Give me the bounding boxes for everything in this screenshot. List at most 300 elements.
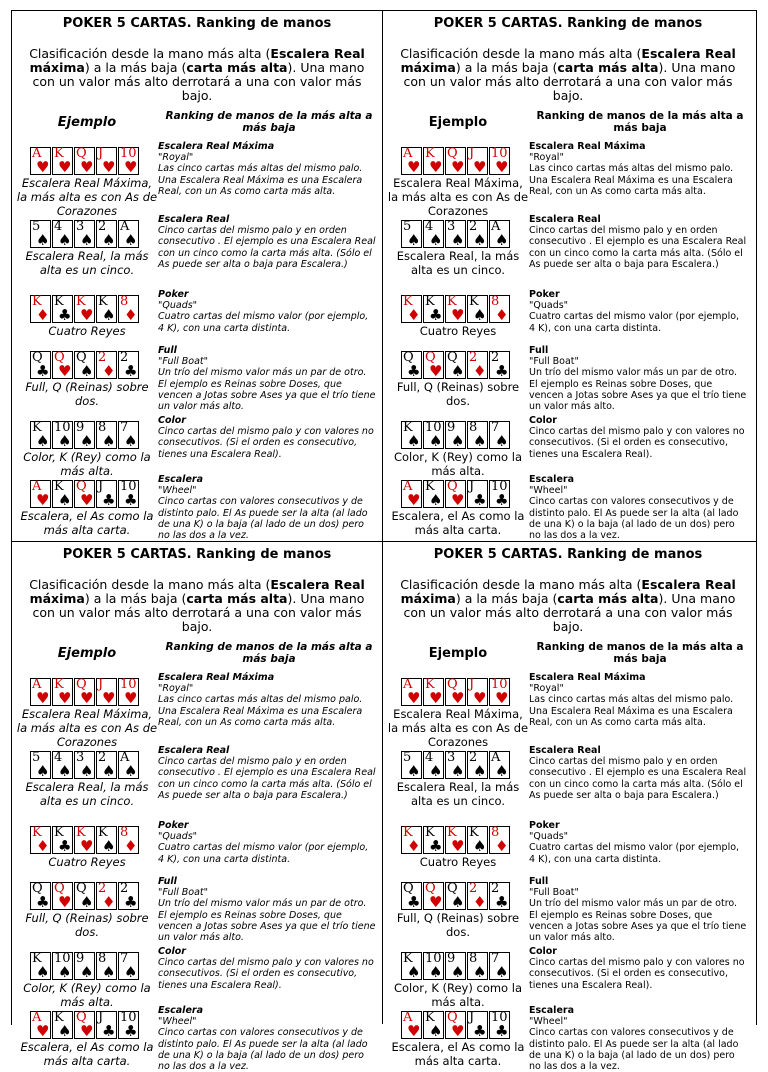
intro-bold-lowest: carta más alta: [186, 60, 288, 75]
card-group: [401, 351, 510, 379]
card-suit-icon: ♦: [495, 306, 509, 324]
card-rank: K: [76, 294, 86, 309]
playing-card: [445, 351, 466, 379]
ranking-column-header: Ranking de manos de la más alta a más baja: [536, 110, 744, 134]
card-suit-icon: ♥: [451, 158, 465, 176]
intro-part: ). Una mano con un valor más alto derrotará a una con valor más bajo.: [32, 60, 365, 103]
playing-card: [489, 1011, 510, 1039]
card-suit-icon: ♠: [495, 231, 509, 249]
card-suit-icon: ♠: [58, 491, 72, 509]
hand-name: Escalera Real: [529, 745, 601, 756]
card-rank: 8: [469, 420, 478, 435]
playing-card: [401, 678, 422, 706]
card-suit-icon: ♣: [102, 491, 116, 509]
card-rank: 8: [491, 294, 500, 309]
card-rank: Q: [32, 350, 43, 365]
card-rank: 9: [447, 420, 456, 435]
hand-name: Poker: [158, 820, 189, 831]
hand-explanation: Cinco cartas del mismo palo y en orden consecutivo . El ejemplo es una Escalera Real con un cinco como la carta más alta. (Sólo el As puede ser alta o baja para Escalera.): [158, 756, 376, 801]
card-suit-icon: ♠: [473, 762, 487, 780]
card-rank: Q: [447, 350, 458, 365]
playing-card: [118, 480, 139, 508]
hand-nickname: "Royal": [529, 683, 564, 695]
card-group: [401, 678, 510, 706]
hand-name: Escalera: [529, 474, 574, 485]
card-rank: K: [403, 951, 413, 966]
playing-card: [467, 678, 488, 706]
playing-card: [30, 678, 51, 706]
hand-nickname: "Royal": [158, 683, 194, 695]
card-suit-icon: ♥: [80, 491, 94, 509]
card-rank: 10: [425, 951, 442, 966]
playing-card: [401, 826, 422, 854]
hand-description-block: [529, 745, 747, 801]
intro-part: ). Una mano con un valor más alto derrotará a una con valor más bajo.: [403, 60, 736, 103]
hand-nickname: "Royal": [158, 152, 194, 164]
card-group: [30, 751, 139, 779]
hand-example-caption: Escalera, el As como la más alta carta.: [20, 1040, 154, 1068]
hand-explanation: Cuatro cartas del mismo valor (por ejemplo, 4 K), con una carta distinta.: [529, 311, 740, 334]
card-suit-icon: ♠: [451, 432, 465, 450]
hand-name: Escalera Real Máxima: [529, 672, 646, 683]
playing-card: [96, 952, 117, 980]
example-column-header: Ejemplo: [57, 646, 117, 661]
intro-part: Clasificación desde la mano más alta (: [400, 577, 642, 592]
card-suit-icon: ♣: [495, 491, 509, 509]
intro-bold-lowest: carta más alta: [557, 60, 659, 75]
playing-card: [96, 421, 117, 449]
card-rank: Q: [76, 1010, 87, 1025]
card-rank: J: [469, 146, 475, 161]
card-suit-icon: ♦: [102, 362, 116, 380]
card-rank: J: [469, 677, 475, 692]
playing-card: [467, 351, 488, 379]
card-rank: 8: [120, 294, 129, 309]
card-rank: A: [403, 146, 413, 161]
hand-explanation: Cuatro cartas del mismo valor (por ejemplo, 4 K), con una carta distinta.: [529, 842, 740, 865]
hand-example-caption: Escalera Real, la más alta es un cinco.: [25, 780, 149, 808]
playing-card: [489, 678, 510, 706]
playing-card: [467, 751, 488, 779]
card-suit-icon: ♠: [36, 762, 50, 780]
intro-part: ) a la más baja (: [455, 591, 558, 606]
card-rank: K: [98, 825, 108, 840]
card-suit-icon: ♥: [451, 306, 465, 324]
card-rank: 3: [447, 750, 456, 765]
card-suit-icon: ♣: [495, 893, 509, 911]
hand-explanation: Cuatro cartas del mismo valor (por ejemplo, 4 K), con una carta distinta.: [158, 842, 369, 865]
card-suit-icon: ♠: [473, 963, 487, 981]
playing-card: [74, 295, 95, 323]
card-rank: K: [425, 479, 435, 494]
card-suit-icon: ♥: [102, 689, 116, 707]
card-suit-icon: ♠: [473, 231, 487, 249]
card-suit-icon: ♣: [473, 1022, 487, 1040]
card-rank: 10: [54, 951, 71, 966]
hand-explanation: Un trío del mismo valor más un par de otro. El ejemplo es Reinas sobre Doses, que vencen a Jotas sobre Ases ya que el trío tiene un valor más alto.: [529, 367, 747, 413]
hand-nickname: "Full Boat": [529, 887, 579, 899]
card-suit-icon: ♣: [58, 837, 72, 855]
card-rank: Q: [32, 881, 43, 896]
card-rank: 2: [98, 750, 107, 765]
card-suit-icon: ♠: [102, 432, 116, 450]
card-suit-icon: ♦: [473, 362, 487, 380]
card-suit-icon: ♥: [473, 158, 487, 176]
playing-card: [489, 220, 510, 248]
card-suit-icon: ♣: [407, 893, 421, 911]
hand-description-block: [158, 289, 376, 334]
hand-name: Escalera Real: [158, 214, 230, 225]
card-group: [401, 147, 510, 175]
hand-description-block: [529, 345, 747, 412]
card-suit-icon: ♣: [495, 1022, 509, 1040]
hand-description-block: [158, 345, 376, 412]
card-suit-icon: ♥: [80, 1022, 94, 1040]
hand-explanation: Cinco cartas con valores consecutivos y de distinto palo. El As puede ser la alta (al lado de una K) o la baja (al lado de un dos) pero no las dos a la vez.: [158, 496, 368, 541]
card-suit-icon: ♠: [451, 762, 465, 780]
playing-card: [423, 678, 444, 706]
ranking-card-2: [383, 11, 753, 541]
hand-description-block: [529, 214, 747, 270]
card-rank: K: [76, 825, 86, 840]
card-rank: 4: [54, 750, 63, 765]
card-suit-icon: ♣: [58, 306, 72, 324]
hand-example-caption: Cuatro Reyes: [48, 855, 126, 869]
card-group: [30, 952, 139, 980]
card-rank: Q: [76, 881, 87, 896]
card-suit-icon: ♥: [36, 491, 50, 509]
card-suit-icon: ♣: [124, 362, 138, 380]
intro-text: [24, 47, 370, 103]
playing-card: [445, 882, 466, 910]
card-suit-icon: ♦: [36, 837, 50, 855]
card-group: [30, 1011, 139, 1039]
card-suit-icon: ♠: [58, 1022, 72, 1040]
card-suit-icon: ♠: [407, 762, 421, 780]
card-group: [401, 826, 510, 854]
playing-card: [401, 882, 422, 910]
card-suit-icon: ♣: [36, 893, 50, 911]
card-rank: Q: [76, 146, 87, 161]
card-rank: K: [32, 825, 42, 840]
card-suit-icon: ♦: [495, 837, 509, 855]
playing-card: [118, 952, 139, 980]
playing-card: [445, 751, 466, 779]
card-rank: 3: [447, 219, 456, 234]
card-rank: J: [98, 146, 104, 161]
card-rank: K: [425, 294, 435, 309]
playing-card: [118, 295, 139, 323]
page-title: POKER 5 CARTAS. Ranking de manos: [433, 547, 703, 562]
ranking-column-header: Ranking de manos de la más alta a más baja: [536, 641, 744, 665]
card-rank: Q: [447, 479, 458, 494]
card-rank: 10: [491, 479, 508, 494]
card-rank: K: [54, 294, 64, 309]
card-rank: A: [32, 1010, 42, 1025]
card-suit-icon: ♠: [36, 963, 50, 981]
card-rank: A: [32, 677, 42, 692]
card-rank: A: [120, 219, 130, 234]
hand-example-caption: Escalera Real Máxima, la más alta es con As de Corazones: [16, 707, 158, 749]
hand-nickname: "Quads": [158, 831, 198, 843]
playing-card: [30, 751, 51, 779]
playing-card: [445, 1011, 466, 1039]
hand-explanation: Cinco cartas del mismo palo y en orden consecutivo . El ejemplo es una Escalera Real con un cinco como la carta más alta. (Sólo el As puede ser alta o baja para Escalera.): [158, 225, 376, 270]
hand-example-caption: Color, K (Rey) como la más alta.: [393, 981, 522, 1009]
page-title: POKER 5 CARTAS. Ranking de manos: [62, 547, 332, 562]
hand-nickname: "Wheel": [529, 1016, 568, 1028]
card-rank: A: [403, 677, 413, 692]
card-rank: 8: [120, 825, 129, 840]
playing-card: [52, 678, 73, 706]
card-suit-icon: ♠: [124, 963, 138, 981]
card-suit-icon: ♠: [407, 432, 421, 450]
hand-explanation: Cuatro cartas del mismo valor (por ejemplo, 4 K), con una carta distinta.: [158, 311, 369, 334]
playing-card: [489, 882, 510, 910]
card-suit-icon: ♣: [473, 491, 487, 509]
hand-example-caption: Escalera Real, la más alta es un cinco.: [396, 780, 520, 808]
playing-card: [74, 826, 95, 854]
card-group: [30, 351, 139, 379]
card-group: [401, 1011, 510, 1039]
hand-example-caption: Full, Q (Reinas) sobre dos.: [25, 911, 149, 939]
playing-card: [445, 480, 466, 508]
card-suit-icon: ♦: [36, 306, 50, 324]
hand-name: Full: [529, 876, 549, 887]
playing-card: [118, 421, 139, 449]
hand-explanation: Cinco cartas con valores consecutivos y de distinto palo. El As puede ser la alta (al lado de una K) o la baja (al lado de un dos) pero no las dos a la vez.: [529, 1027, 739, 1072]
card-suit-icon: ♠: [80, 963, 94, 981]
card-rank: Q: [76, 479, 87, 494]
card-rank: 5: [32, 750, 41, 765]
playing-card: [74, 147, 95, 175]
ranking-card-4: [383, 542, 753, 1072]
hand-description-block: [529, 289, 747, 334]
card-rank: A: [120, 750, 130, 765]
hand-example-caption: Full, Q (Reinas) sobre dos.: [396, 911, 520, 939]
card-suit-icon: ♥: [451, 689, 465, 707]
card-suit-icon: ♥: [58, 362, 72, 380]
playing-card: [467, 952, 488, 980]
playing-card: [445, 826, 466, 854]
playing-card: [445, 952, 466, 980]
card-suit-icon: ♠: [473, 306, 487, 324]
card-group: [30, 826, 139, 854]
card-rank: J: [98, 677, 104, 692]
card-rank: K: [32, 294, 42, 309]
playing-card: [96, 1011, 117, 1039]
playing-card: [118, 147, 139, 175]
hand-name: Full: [529, 345, 549, 356]
playing-card: [74, 351, 95, 379]
hand-explanation: Un trío del mismo valor más un par de otro. El ejemplo es Reinas sobre Doses, que vencen a Jotas sobre Ases ya que el trío tiene un valor más alto.: [529, 898, 747, 944]
card-rank: J: [469, 479, 475, 494]
card-rank: 4: [425, 219, 434, 234]
playing-card: [401, 751, 422, 779]
card-suit-icon: ♥: [407, 689, 421, 707]
hand-nickname: "Full Boat": [158, 887, 209, 899]
playing-card: [30, 147, 51, 175]
playing-card: [423, 295, 444, 323]
intro-bold-highest: Escalera Real máxima: [29, 46, 365, 75]
playing-card: [96, 351, 117, 379]
card-suit-icon: ♦: [124, 306, 138, 324]
card-suit-icon: ♠: [429, 491, 443, 509]
card-rank: 9: [76, 420, 85, 435]
playing-card: [401, 421, 422, 449]
hand-name: Escalera Real Máxima: [158, 672, 275, 683]
card-rank: K: [403, 294, 413, 309]
playing-card: [489, 421, 510, 449]
card-rank: K: [54, 479, 64, 494]
ranking-card-1: [12, 11, 382, 541]
playing-card: [96, 147, 117, 175]
card-rank: J: [98, 479, 104, 494]
hand-nickname: "Wheel": [158, 485, 197, 497]
card-suit-icon: ♠: [495, 963, 509, 981]
playing-card: [118, 678, 139, 706]
ranking-card-3: [12, 542, 382, 1072]
card-rank: A: [32, 146, 42, 161]
card-suit-icon: ♣: [102, 1022, 116, 1040]
hand-description-block: [529, 141, 747, 197]
card-rank: A: [491, 219, 501, 234]
card-suit-icon: ♥: [58, 158, 72, 176]
card-suit-icon: ♠: [58, 432, 72, 450]
intro-bold-highest: Escalera Real máxima: [400, 577, 736, 606]
hand-description-block: [158, 214, 376, 270]
card-group: [401, 952, 510, 980]
card-suit-icon: ♠: [80, 893, 94, 911]
card-suit-icon: ♦: [407, 306, 421, 324]
playing-card: [74, 220, 95, 248]
playing-card: [489, 480, 510, 508]
card-suit-icon: ♥: [124, 689, 138, 707]
page-title: POKER 5 CARTAS. Ranking de manos: [62, 16, 332, 31]
intro-part: ). Una mano con un valor más alto derrotará a una con valor más bajo.: [403, 591, 736, 634]
playing-card: [52, 952, 73, 980]
hand-name: Full: [158, 876, 177, 887]
card-suit-icon: ♠: [429, 963, 443, 981]
playing-card: [489, 351, 510, 379]
playing-card: [489, 295, 510, 323]
hand-nickname: "Wheel": [158, 1016, 197, 1028]
card-rank: A: [403, 1010, 413, 1025]
card-suit-icon: ♦: [124, 837, 138, 855]
hand-name: Escalera Real: [158, 745, 230, 756]
hand-description-block: [529, 946, 747, 991]
hand-example-caption: Color, K (Rey) como la más alta.: [23, 981, 151, 1009]
card-rank: K: [54, 677, 64, 692]
playing-card: [467, 147, 488, 175]
hand-description-block: [158, 1005, 376, 1072]
card-suit-icon: ♦: [473, 893, 487, 911]
card-suit-icon: ♠: [429, 762, 443, 780]
playing-card: [96, 882, 117, 910]
card-suit-icon: ♣: [124, 491, 138, 509]
card-suit-icon: ♥: [407, 158, 421, 176]
card-rank: Q: [54, 350, 65, 365]
card-suit-icon: ♠: [124, 762, 138, 780]
card-rank: 2: [469, 881, 478, 896]
hand-description-block: [158, 474, 376, 541]
card-suit-icon: ♥: [58, 689, 72, 707]
card-rank: K: [54, 825, 64, 840]
hand-name: Color: [529, 946, 557, 957]
playing-card: [74, 751, 95, 779]
card-rank: 10: [120, 479, 137, 494]
card-rank: K: [54, 146, 64, 161]
example-column-header: Ejemplo: [428, 115, 488, 130]
card-suit-icon: ♦: [407, 837, 421, 855]
card-rank: 8: [469, 951, 478, 966]
card-rank: 3: [76, 750, 85, 765]
card-rank: A: [32, 479, 42, 494]
hand-name: Escalera: [158, 1005, 203, 1016]
card-rank: 2: [120, 350, 129, 365]
hand-nickname: "Quads": [158, 300, 198, 312]
card-rank: K: [469, 825, 479, 840]
card-rank: Q: [447, 881, 458, 896]
playing-card: [52, 826, 73, 854]
card-suit-icon: ♠: [451, 893, 465, 911]
card-suit-icon: ♥: [451, 491, 465, 509]
hand-example-caption: Color, K (Rey) como la más alta.: [23, 450, 151, 478]
card-suit-icon: ♠: [429, 231, 443, 249]
card-suit-icon: ♠: [429, 432, 443, 450]
hand-example-caption: Cuatro Reyes: [419, 324, 497, 338]
hand-explanation: Cinco cartas del mismo palo y con valores no consecutivos. (Si el orden es consecutivo, tienes una Escalera Real).: [158, 957, 374, 991]
playing-card: [445, 421, 466, 449]
playing-card: [445, 678, 466, 706]
playing-card: [96, 678, 117, 706]
card-rank: 4: [54, 219, 63, 234]
playing-card: [52, 220, 73, 248]
card-suit-icon: ♠: [495, 762, 509, 780]
playing-card: [52, 147, 73, 175]
hand-example-caption: Escalera Real Máxima, la más alta es con As de Corazones: [387, 707, 529, 749]
card-suit-icon: ♠: [36, 432, 50, 450]
hand-nickname: "Full Boat": [158, 356, 209, 368]
playing-card: [423, 882, 444, 910]
playing-card: [423, 147, 444, 175]
playing-card: [30, 295, 51, 323]
card-suit-icon: ♠: [80, 362, 94, 380]
card-group: [30, 882, 139, 910]
card-suit-icon: ♥: [429, 689, 443, 707]
card-suit-icon: ♠: [407, 231, 421, 249]
card-rank: K: [403, 420, 413, 435]
card-suit-icon: ♠: [451, 231, 465, 249]
playing-card: [52, 421, 73, 449]
card-rank: K: [32, 951, 42, 966]
card-rank: 2: [469, 350, 478, 365]
card-rank: Q: [76, 350, 87, 365]
playing-card: [52, 882, 73, 910]
card-suit-icon: ♣: [429, 837, 443, 855]
card-suit-icon: ♥: [80, 158, 94, 176]
card-group: [30, 678, 139, 706]
card-rank: Q: [447, 677, 458, 692]
playing-card: [423, 751, 444, 779]
card-suit-icon: ♥: [429, 158, 443, 176]
card-suit-icon: ♠: [102, 837, 116, 855]
card-suit-icon: ♠: [495, 432, 509, 450]
card-rank: 7: [120, 951, 129, 966]
playing-card: [30, 220, 51, 248]
card-group: [401, 882, 510, 910]
playing-card: [30, 882, 51, 910]
